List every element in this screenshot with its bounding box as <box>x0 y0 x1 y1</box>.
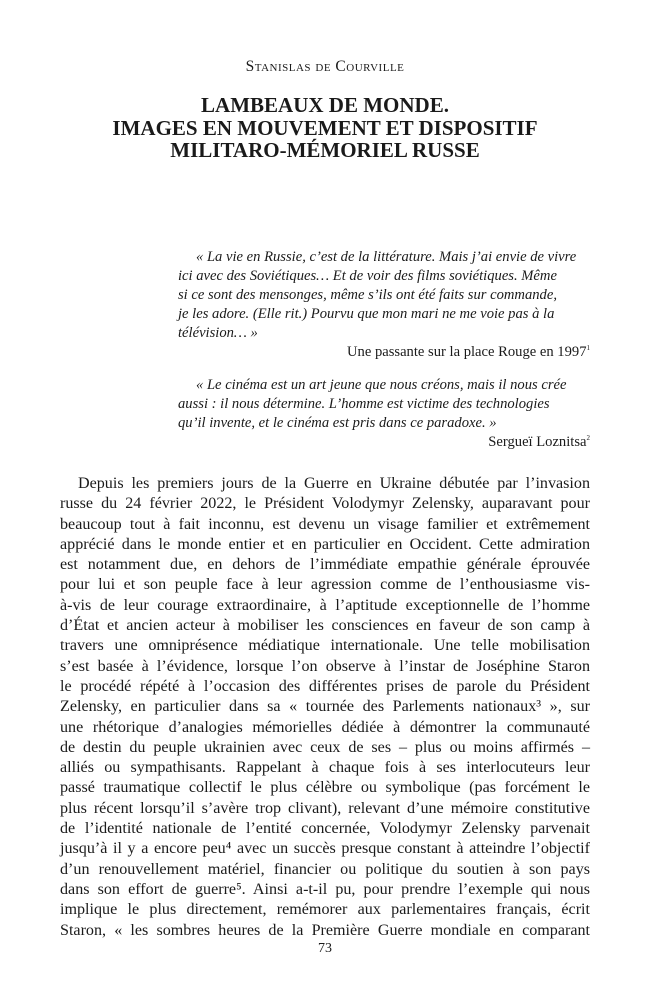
attribution-text: Sergueï Loznitsa <box>488 434 587 450</box>
attribution-text: Une passante sur la place Rouge en 1997 <box>346 344 587 360</box>
title-line: IMAGES EN MOUVEMENT ET DISPOSITIF <box>112 115 538 140</box>
footnote-ref[interactable]: 2 <box>586 434 590 443</box>
epigraph-line: ici avec des Soviétiques… Et de voir des films soviétiques. Même <box>178 268 557 284</box>
epigraph-line: aussi : il nous détermine. L’homme est victime des technologies <box>178 396 550 412</box>
epigraph-line: « La vie en Russie, c’est de la littérature. Mais j’ai envie de vivre <box>196 249 577 265</box>
page-number: 73 <box>318 941 332 956</box>
body-line: russe du 24 février 2022, le Président Volodymyr Zelensky, auparavant pour <box>60 495 590 513</box>
epigraph-attribution <box>178 433 590 452</box>
epigraph-quote <box>178 248 590 343</box>
body-line: passé traumatique collectif le plus célèbre ou symbolique (pas forcément le <box>60 779 590 797</box>
body-line: d’un renouvellement matériel, financier ou politique du soutien à son pays <box>60 860 590 878</box>
title-line: MILITARO-MÉMORIEL RUSSE <box>170 138 480 162</box>
body-line: alliés ou sympathisants. Rappelant à chaque fois à ses interlocuteurs leur <box>60 759 590 777</box>
body-line: plus récent lorsqu’il s’avère trop clivant), relevant d’une mémoire constitutive <box>60 799 590 817</box>
epigraph-line: je les adore. (Elle rit.) Pourvu que mon mari ne me voie pas à la <box>178 306 555 322</box>
body-line: Staron, « les sombres heures de la Première Guerre mondiale en comparant <box>60 921 590 939</box>
chapter-title <box>60 94 590 162</box>
body-line: apprécié dans le monde entier et en particulier en Occident. Cette admiration <box>60 535 590 553</box>
body-line: dans son effort de guerre⁵. Ainsi a-t-il pu, pour prendre l’exemple qui nous <box>60 880 590 898</box>
body-line: pour lui et son peuple face à leur agression comme de l’enthousiasme vis- <box>60 576 590 594</box>
epigraph-line: qu’il invente, et le cinéma est pris dans ce paradoxe. » <box>178 415 497 431</box>
body-line: de l’identité nationale de l’entité concernée, Volodymyr Zelensky parvenait <box>60 820 590 838</box>
body-line: jusqu’à il y a encore peu⁴ avec un succès presque constant à atteindre l’objectif <box>60 840 590 858</box>
body-line: travers une omniprésence médiatique internationale. Une telle mobilisation <box>60 637 590 655</box>
epigraphs <box>178 248 590 452</box>
epigraph-2 <box>178 376 590 452</box>
body-line: beaucoup tout à fait inconnu, est devenu un visage familier et extrêmement <box>60 515 590 533</box>
body-text <box>60 474 590 941</box>
epigraph-quote <box>178 376 590 433</box>
body-line: à-vis de leur courage extraordinaire, à l’aptitude exceptionnelle de l’homme <box>60 596 590 614</box>
body-line: Zelensky, en particulier dans sa « tournée des Parlements nationaux³ », sur <box>60 698 590 716</box>
epigraph-line: télévision… » <box>178 325 258 341</box>
body-line: d’État et ancien acteur à mobiliser les consciences en faveur de son camp à <box>60 617 590 635</box>
epigraph-line: si ce sont des mensonges, même s’ils ont été faits sur commande, <box>178 287 557 303</box>
body-line: Depuis les premiers jours de la Guerre en Ukraine débutée par l’invasion <box>78 475 590 492</box>
body-line: le procédé répété à l’occasion des différentes prises de parole du Président <box>60 677 590 695</box>
epigraph-attribution <box>178 343 590 362</box>
epigraph-1 <box>178 248 590 362</box>
body-line: de destin du peuple ukrainien avec ceux de ses – plus ou moins affirmés – <box>60 738 590 756</box>
body-line: est notamment due, en dehors de l’immédiate empathie générale éprouvée <box>60 556 590 574</box>
body-line: une rhétorique d’analogies mémorielles dédiée à démontrer la communauté <box>60 718 590 736</box>
body-line: implique le plus directement, remémorer aux parlementaires français, écrit <box>60 901 590 919</box>
footnote-ref[interactable]: 1 <box>586 344 590 353</box>
epigraph-line: « Le cinéma est un art jeune que nous créons, mais il nous crée <box>196 377 567 393</box>
body-line: s’est basée à l’évidence, lorsque l’on observe à l’instar de Joséphine Staron <box>60 657 590 675</box>
author-name: Stanislas de Courville <box>245 58 405 75</box>
title-line: LAMBEAUX DE MONDE. <box>201 93 449 117</box>
